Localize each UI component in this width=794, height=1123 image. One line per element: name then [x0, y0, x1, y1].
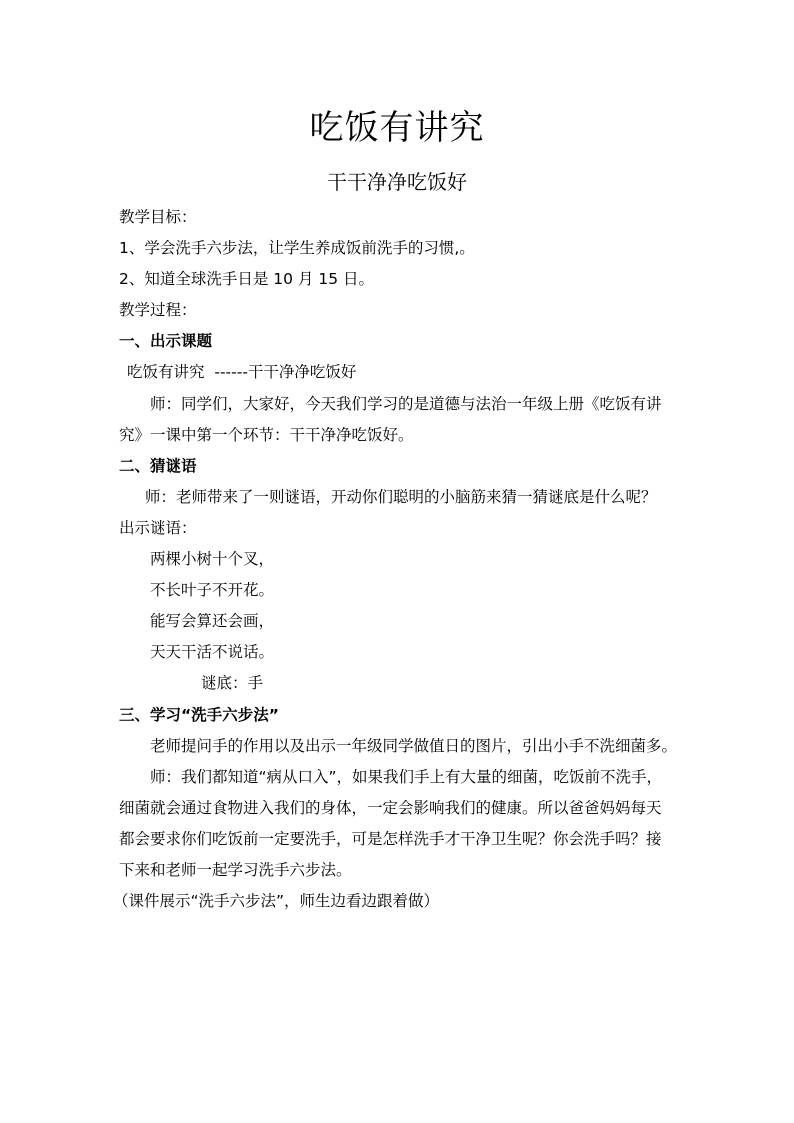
section-3-note: （课件展示“洗手六步法”，师生边看边跟着做）: [113, 892, 440, 910]
section-3-paragraph-1: 老师提问手的作用以及出示一年级同学做值日的图片，引出小手不洗细菌多。: [150, 737, 678, 755]
section-1-paragraph-line-2: 究》一课中第一个环节：干干净净吃饭好。: [119, 426, 414, 444]
section-3-heading: 三、学习“洗手六步法”: [119, 706, 279, 724]
riddle-line-3: 能写会算还会画，: [150, 612, 275, 630]
goals-heading: 教学目标：: [119, 208, 197, 226]
section-2-heading: 二、猜谜语: [119, 457, 197, 475]
goal-1: 1、学会洗手六步法，让学生养成饭前洗手的习惯,。: [119, 239, 475, 257]
document-subtitle: 干干净净吃饭好: [327, 170, 467, 194]
section-3-paragraph-2-line-2: 细菌就会通过食物进入我们的身体，一定会影响我们的健康。所以爸爸妈妈每天: [119, 799, 662, 817]
section-2-paragraph-line-2: 出示谜语：: [119, 519, 197, 537]
riddle-answer: 谜底：手: [201, 674, 264, 692]
riddle-line-4: 天天干活不说话。: [150, 643, 275, 661]
section-1-topic: 吃饭有讲究 ------干干净净吃饭好: [127, 363, 357, 381]
goal-2: 2、知道全球洗手日是 10 月 15 日。: [119, 270, 375, 288]
riddle-line-1: 两棵小树十个叉，: [150, 550, 275, 568]
document-title: 吃饭有讲究: [309, 108, 485, 148]
section-1-paragraph-line-1: 师：同学们，大家好，今天我们学习的是道德与法治一年级上册《吃饭有讲: [150, 395, 662, 413]
section-3-paragraph-2-line-3: 都会要求你们吃饭前一定要洗手，可是怎样洗手才干净卫生呢？你会洗手吗？接: [119, 830, 662, 848]
riddle-line-2: 不长叶子不开花。: [150, 581, 275, 599]
process-heading: 教学过程：: [119, 301, 197, 319]
section-3-paragraph-2-line-1: 师：我们都知道“病从口入”，如果我们手上有大量的细菌，吃饭前不洗手，: [150, 768, 663, 786]
section-3-paragraph-2-line-4: 下来和老师一起学习洗手六步法。: [119, 861, 352, 879]
section-1-heading: 一、出示课题: [119, 332, 213, 350]
section-2-paragraph-line-1: 师：老师带来了一则谜语，开动你们聪明的小脑筋来猜一猜谜底是什么呢？: [145, 488, 657, 506]
